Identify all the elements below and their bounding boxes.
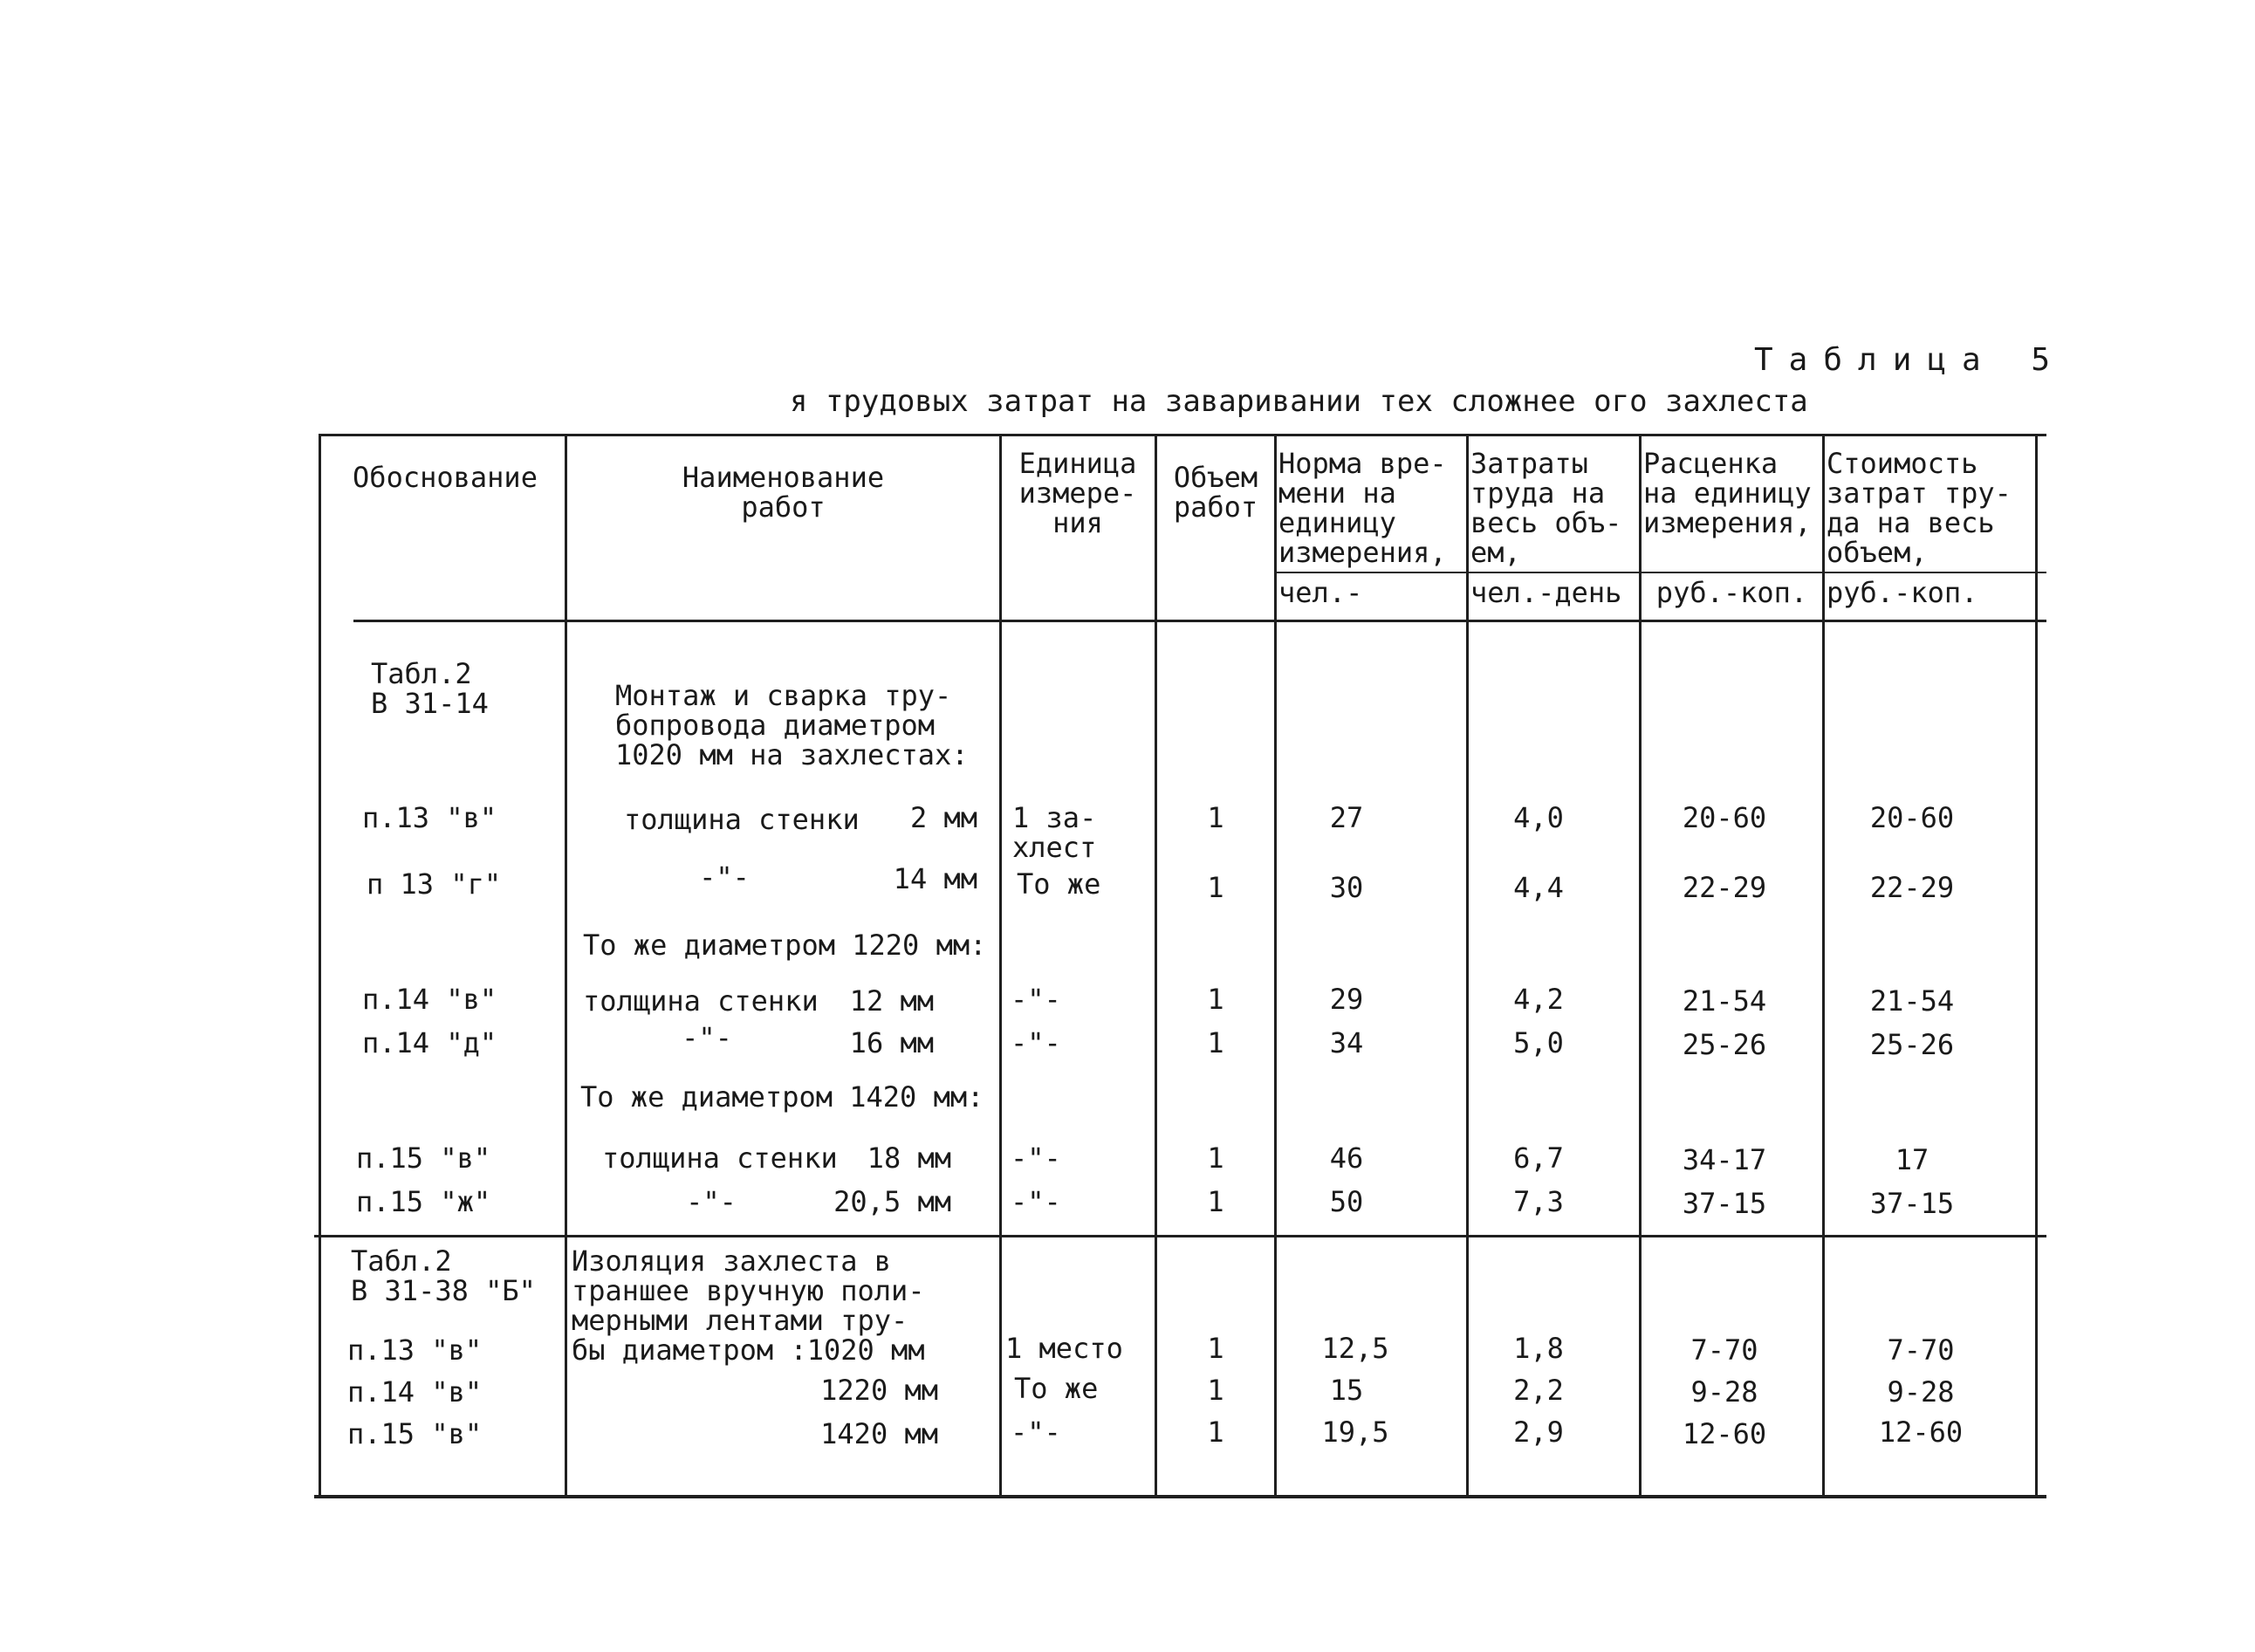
header-unit: Единица измере- ния: [1018, 447, 1137, 539]
table-row-size: 2 мм: [909, 801, 977, 834]
table-row-norm: 15: [1329, 1374, 1364, 1407]
section1-title: Монтаж и сварка тру- бопровода диаметром 1020 мм на захлестах:: [615, 679, 969, 771]
table-row-name: -"-: [699, 860, 750, 894]
table-caption: я трудовых затрат на заваривании тех сложнее ого захлеста: [790, 384, 1808, 419]
table-row-cost: 25-26: [1869, 1028, 1955, 1061]
table-row-unit: То же: [1017, 867, 1101, 901]
header-labor-unit: чел.-день: [1470, 576, 1622, 609]
header-rate: Расценка на единицу измерения,: [1643, 447, 1812, 539]
table-row-cost: 17: [1895, 1143, 1929, 1176]
table-row-norm: 19,5: [1321, 1416, 1389, 1449]
table-row-name: толщина стенки: [624, 803, 860, 836]
table-row-norm: 29: [1329, 983, 1364, 1016]
table-row-volume: 1: [1207, 1416, 1224, 1449]
section2-title: Изоляция захлеста в траншее вручную поли- мерными лентами тру- бы диаметром :1020 мм: [572, 1244, 925, 1367]
table-row-norm: 46: [1329, 1141, 1364, 1175]
section1-subheading-1220: То же диаметром 1220 мм:: [583, 929, 987, 962]
table-row-basis: п.15 "ж": [356, 1185, 491, 1218]
table-row-labor: 7,3: [1513, 1185, 1564, 1218]
table-row-basis: п.13 "в": [362, 801, 497, 834]
table-row-unit: -"-: [1011, 1185, 1061, 1218]
table-row-labor: 4,0: [1513, 801, 1564, 834]
table-row-basis: п.15 "в": [356, 1141, 491, 1175]
table-row-labor: 4,2: [1513, 983, 1564, 1016]
table-row-cost: 20-60: [1869, 801, 1955, 834]
table-row-size: 1220 мм: [820, 1374, 938, 1407]
header-cost: Стоимость затрат тру- да на весь объем,: [1827, 447, 2012, 569]
table-row-basis: п.14 "д": [362, 1026, 497, 1059]
table-row-basis: п.13 "в": [347, 1333, 483, 1367]
table-row-unit: -"-: [1011, 983, 1061, 1016]
header-cost-unit: руб.-коп.: [1827, 576, 1978, 609]
table-row-size: 18 мм: [867, 1141, 951, 1175]
table-row-labor: 5,0: [1513, 1026, 1564, 1059]
header-rate-unit: руб.-коп.: [1655, 576, 1808, 609]
table-row-labor: 4,4: [1513, 871, 1564, 904]
table-row-rate: 22-29: [1682, 871, 1767, 904]
table-row-labor: 1,8: [1513, 1332, 1564, 1365]
table-row-size: 16 мм: [849, 1026, 934, 1059]
table-row-unit: То же: [1014, 1372, 1099, 1405]
table-row-volume: 1: [1207, 1026, 1224, 1059]
table-row-volume: 1: [1207, 1185, 1224, 1218]
table-row-name: -"-: [686, 1185, 737, 1218]
table-row-norm: 27: [1329, 801, 1364, 834]
table-row-volume: 1: [1207, 1374, 1224, 1407]
table-row-labor: 2,9: [1513, 1416, 1564, 1449]
table-row-name: толщина стенки: [583, 984, 819, 1018]
table-row-norm: 34: [1329, 1026, 1364, 1059]
table-row-rate: 7-70: [1690, 1333, 1758, 1367]
table-row-rate: 25-26: [1682, 1028, 1767, 1061]
table-row-rate: 9-28: [1690, 1375, 1758, 1409]
table-row-labor: 6,7: [1513, 1141, 1564, 1175]
table-row-cost: 7-70: [1887, 1333, 1955, 1367]
table-row-cost: 21-54: [1869, 984, 1955, 1018]
header-basis: Обоснование: [353, 461, 538, 494]
table-row-volume: 1: [1207, 871, 1224, 904]
table-row-basis: п.14 "в": [362, 983, 497, 1016]
table-row-unit: 1 место: [1005, 1332, 1123, 1365]
table-row-unit: -"-: [1011, 1026, 1061, 1059]
table-row-rate: 12-60: [1682, 1417, 1767, 1450]
header-norm: Норма вре- мени на единицу измерения,: [1278, 447, 1447, 569]
table-row-name: толщина стенки: [602, 1141, 838, 1175]
table-row-volume: 1: [1207, 1141, 1224, 1175]
table-row-norm: 12,5: [1321, 1332, 1389, 1365]
table-row-cost: 9-28: [1887, 1375, 1955, 1409]
table-row-norm: 30: [1329, 871, 1364, 904]
section1-subheading-1420: То же диаметром 1420 мм:: [580, 1080, 984, 1114]
table-row-size: 14 мм: [893, 862, 977, 895]
table-row-rate: 34-17: [1682, 1143, 1767, 1176]
table-row-cost: 12-60: [1878, 1416, 1964, 1449]
table-row-basis: п.15 "в": [347, 1417, 483, 1450]
table-row-cost: 37-15: [1869, 1187, 1955, 1220]
header-work-name: Наименование работ: [682, 461, 885, 524]
section1-basis: Табл.2 В 31-14: [371, 657, 489, 720]
section2-basis: Табл.2 В 31-38 "Б": [351, 1244, 536, 1307]
table-row-labor: 2,2: [1513, 1374, 1564, 1407]
table-row-name: -"-: [682, 1021, 732, 1054]
header-norm-unit: чел.-: [1278, 576, 1363, 609]
table-row-size: 20,5 мм: [833, 1185, 951, 1218]
table-row-unit: 1 за- хлест: [1012, 801, 1097, 864]
table-row-basis: п 13 "г": [367, 867, 502, 901]
header-volume: Объем работ: [1173, 461, 1258, 524]
table-row-norm: 50: [1329, 1185, 1364, 1218]
table-row-rate: 20-60: [1682, 801, 1767, 834]
table-row-cost: 22-29: [1869, 871, 1955, 904]
table-row-rate: 21-54: [1682, 984, 1767, 1018]
table-row-rate: 37-15: [1682, 1187, 1767, 1220]
table-row-volume: 1: [1207, 1332, 1224, 1365]
table-label: Таблица 5: [1754, 342, 2067, 378]
table-row-volume: 1: [1207, 983, 1224, 1016]
table-row-size: 12 мм: [849, 984, 934, 1018]
table-row-volume: 1: [1207, 801, 1224, 834]
table-row-unit: -"-: [1011, 1141, 1061, 1175]
table-row-size: 1420 мм: [820, 1417, 938, 1450]
table-row-basis: п.14 "в": [347, 1375, 483, 1409]
table-row-unit: -"-: [1011, 1416, 1061, 1449]
header-labor: Затраты труда на весь объ- ем,: [1470, 447, 1622, 569]
